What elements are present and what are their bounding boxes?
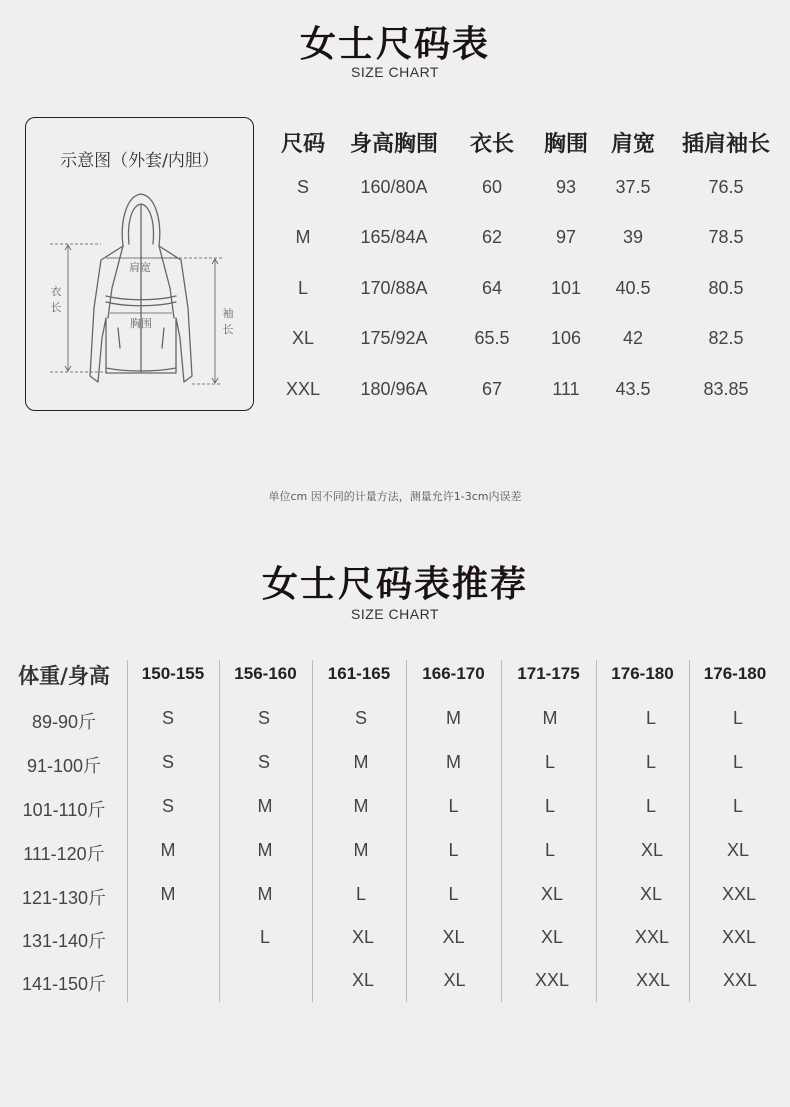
sleeve-cell: 80.5 [708, 278, 744, 298]
header-size: 尺码 [280, 132, 325, 157]
chest-cell: 111 [552, 379, 580, 399]
length-cell: 67 [481, 379, 503, 399]
size-recommendation: L [732, 796, 743, 816]
size-recommendation: XXL [721, 927, 757, 947]
length-cell: 64 [481, 278, 503, 298]
size-recommendation: XL [540, 884, 564, 904]
size-recommendation: XXL [534, 970, 570, 990]
size-chart-title: 女士尺码表 [299, 24, 490, 65]
header-sleeve: 插肩袖长 [681, 132, 770, 157]
recommendation-title: 女士尺码表推荐 [261, 564, 528, 605]
size-cell: M [295, 227, 311, 247]
shoulder-cell: 39 [622, 227, 644, 247]
chest-cell: 106 [550, 328, 582, 348]
size-recommendation: L [259, 927, 270, 947]
size-cell: XL [291, 328, 315, 348]
chest-cell: 93 [555, 177, 577, 197]
size-recommendation: XXL [635, 970, 671, 990]
height-chest-cell: 165/84A [360, 227, 428, 247]
height-chest-cell: 175/92A [360, 328, 428, 348]
size-recommendation: S [257, 708, 270, 728]
corner-header: 体重/身高 [18, 664, 110, 688]
height-chest-cell: 180/96A [360, 379, 428, 399]
size-recommendation: L [645, 752, 656, 772]
size-recommendation: L [355, 884, 366, 904]
size-recommendation: XL [639, 884, 663, 904]
size-recommendation: XXL [721, 884, 757, 904]
size-cell: XXL [285, 379, 321, 399]
size-recommendation: L [732, 752, 743, 772]
size-recommendation: M [353, 840, 369, 860]
size-recommendation: S [354, 708, 367, 728]
size-cell: L [297, 278, 308, 298]
header-chest: 胸围 [543, 132, 588, 157]
sleeve-cell: 83.85 [703, 379, 749, 399]
size-recommendation: M [257, 884, 273, 904]
size-recommendation: S [161, 708, 174, 728]
size-recommendation: S [257, 752, 270, 772]
size-recommendation: M [160, 840, 176, 860]
height-chest-cell: 170/88A [360, 278, 428, 298]
size-recommendation: M [353, 796, 369, 816]
shoulder-cell: 37.5 [615, 177, 651, 197]
height-column-header: 166-170 [422, 664, 485, 683]
garment-diagram [25, 117, 254, 411]
measurement-note: 单位cm 因不同的计量方法，测量允许1-3cm内误差 [268, 490, 522, 503]
size-recommendation: M [446, 752, 461, 772]
recommendation-subtitle: SIZE CHART [351, 606, 439, 622]
size-recommendation: XL [640, 840, 664, 860]
weight-label: 89-90斤 [31, 712, 97, 732]
length-cell: 65.5 [474, 328, 510, 348]
size-recommendation: XXL [634, 927, 670, 947]
size-recommendation: XL [726, 840, 750, 860]
length-label: 衣长 [50, 286, 62, 314]
size-recommendation: L [544, 752, 555, 772]
chest-cell: 97 [555, 227, 577, 247]
height-column-header: 176-180 [703, 664, 767, 683]
height-chest-cell: 160/80A [360, 177, 428, 197]
shoulder-cell: 40.5 [615, 278, 651, 298]
height-column-header: 171-175 [517, 664, 580, 683]
size-recommendation: S [161, 796, 174, 816]
chest-cell: 101 [550, 278, 582, 298]
size-recommendation: L [544, 840, 555, 860]
size-recommendation: L [645, 796, 656, 816]
weight-label: 111-120斤 [23, 844, 105, 864]
size-recommendation: XXL [722, 970, 758, 990]
shoulder-cell: 43.5 [615, 379, 651, 399]
shoulder-cell: 42 [622, 328, 644, 348]
weight-label: 101-110斤 [22, 800, 106, 820]
sleeve-label: 袖长 [222, 308, 234, 336]
height-column-header: 176-180 [611, 664, 674, 683]
weight-label: 91-100斤 [26, 756, 102, 776]
size-recommendation: XL [442, 927, 465, 947]
size-recommendation: L [448, 840, 459, 860]
height-column-header: 161-165 [327, 664, 391, 683]
size-recommendation: L [544, 796, 555, 816]
size-recommendation: M [353, 752, 369, 772]
size-recommendation: XL [351, 927, 375, 947]
weight-label: 121-130斤 [21, 888, 107, 908]
size-recommendation: XL [443, 970, 466, 990]
size-recommendation: M [257, 796, 273, 816]
size-recommendation: M [542, 708, 558, 728]
weight-label: 141-150斤 [21, 974, 107, 994]
sleeve-cell: 76.5 [708, 177, 744, 197]
weight-label: 131-140斤 [21, 931, 107, 951]
size-cell: S [296, 177, 309, 197]
size-recommendation: L [732, 708, 743, 728]
size-recommendation: S [161, 752, 174, 772]
height-column-header: 156-160 [234, 664, 297, 683]
length-cell: 62 [481, 227, 503, 247]
header-height-chest: 身高胸围 [349, 132, 438, 157]
header-length: 衣长 [469, 132, 514, 157]
length-cell: 60 [481, 177, 503, 197]
size-recommendation: L [448, 796, 459, 816]
size-recommendation: M [446, 708, 461, 728]
chest-label: 胸围 [130, 318, 152, 330]
diagram-caption: 示意图（外套/内胆） [60, 151, 219, 171]
size-recommendation: XL [540, 927, 564, 947]
size-recommendation: M [257, 840, 273, 860]
size-recommendation: XL [351, 970, 375, 990]
sleeve-cell: 78.5 [708, 227, 744, 247]
size-recommendation: L [448, 884, 459, 904]
size-chart-subtitle: SIZE CHART [351, 64, 439, 80]
shoulder-label: 肩宽 [129, 262, 151, 274]
sleeve-cell: 82.5 [708, 328, 744, 348]
height-column-header: 150-155 [141, 664, 205, 683]
size-recommendation: M [160, 884, 176, 904]
header-shoulder: 肩宽 [610, 132, 655, 157]
size-recommendation: L [645, 708, 656, 728]
